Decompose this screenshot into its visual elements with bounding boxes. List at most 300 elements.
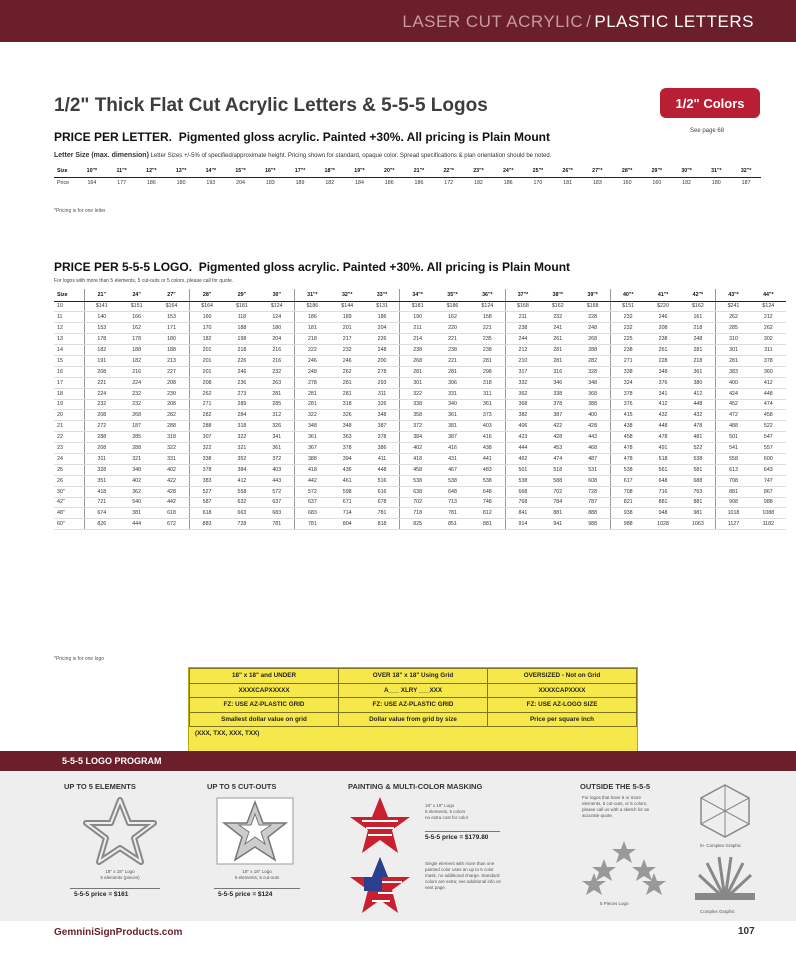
price-cell: 483: [470, 464, 505, 475]
price-cell: 262: [189, 388, 224, 399]
price-cell: 501: [505, 464, 540, 475]
table-header-cell: 44"*: [751, 289, 786, 301]
price-cell: $220: [646, 301, 681, 312]
price-cell: 318: [330, 399, 365, 410]
price-cell: 316: [540, 366, 575, 377]
price-cell: 781: [259, 519, 294, 530]
price-cell: 153: [84, 323, 119, 334]
price-cell: 448: [681, 399, 716, 410]
price-cell: 317: [505, 366, 540, 377]
price-cell: 331: [154, 453, 189, 464]
price-cell: 285: [119, 432, 154, 443]
price-cell: 402: [400, 443, 435, 454]
price-cell: 787: [575, 497, 610, 508]
price-cell: 162: [435, 312, 470, 323]
outside-note: For logos that have 5 or more elements, 5 cut-outs, or 5 colors, please call us with a sketch for an accurate quote.: [582, 795, 650, 819]
row-label-cell: 21: [54, 421, 84, 432]
price-cell: 378: [365, 432, 400, 443]
price-cell: 361: [681, 366, 716, 377]
price-cell: $164: [189, 301, 224, 312]
price-cell: 522: [751, 421, 786, 432]
price-cell: 238: [470, 345, 505, 356]
row-label-cell: 15: [54, 355, 84, 366]
price-cell: 248: [575, 323, 610, 334]
price-cell: 160: [622, 179, 632, 186]
price-cell: 981: [681, 508, 716, 519]
price-cell: 188: [154, 345, 189, 356]
table-header-cell: 16"*: [255, 166, 285, 177]
price-cell: 668: [505, 486, 540, 497]
price-cell: 1018: [716, 508, 751, 519]
price-cell: 187: [741, 179, 751, 186]
price-cell: 443: [575, 432, 610, 443]
code-cell: A___ XLRY ___XXX: [339, 683, 488, 698]
price-cell: 226: [365, 334, 400, 345]
price-cell: 402: [154, 464, 189, 475]
table-header-cell: 11"*: [107, 166, 137, 177]
price-cell: 403: [470, 421, 505, 432]
price-cell: 713: [435, 497, 470, 508]
price-cell: 478: [610, 453, 645, 464]
price-cell: 228: [575, 312, 610, 323]
price-cell: 187: [119, 421, 154, 432]
price-cell: 361: [259, 443, 294, 454]
price-cell: 708: [610, 486, 645, 497]
price-cell: 412: [224, 475, 259, 486]
table-header-cell: 30"*: [672, 166, 702, 177]
price-cell: 180: [154, 334, 189, 345]
price-cell: 281: [435, 366, 470, 377]
price-cell: 444: [119, 519, 154, 530]
price-cell: 672: [154, 519, 189, 530]
price-cell: 246: [646, 312, 681, 323]
price-cell: 162: [119, 323, 154, 334]
price-cell: 948: [646, 508, 681, 519]
price-cell: 763: [681, 486, 716, 497]
price-cell: 538: [470, 475, 505, 486]
price-cell: 376: [610, 399, 645, 410]
price-cell: 683: [259, 508, 294, 519]
table-header-cell: 36"*: [470, 289, 505, 301]
price-cell: 418: [295, 464, 330, 475]
price-cell: 216: [119, 366, 154, 377]
price-cell: 225: [610, 334, 645, 345]
price-cell: 467: [435, 464, 470, 475]
price-cell: 282: [154, 410, 189, 421]
price-cell: 367: [295, 443, 330, 454]
row-label-cell: 16: [54, 366, 84, 377]
price-cell: 186: [295, 312, 330, 323]
price-cell: 558: [224, 486, 259, 497]
cutouts-heading: UP TO 5 CUT-OUTS: [207, 782, 277, 791]
price-cell: $141: [84, 301, 119, 312]
header-dim-text: LASER CUT ACRYLIC: [402, 12, 584, 31]
logo-sub-note: For logos with more than 5 elements, 5 cut-outs or 5 colors, please call for quote.: [54, 278, 234, 284]
painting-divider: [425, 831, 500, 832]
price-cell: 171: [154, 323, 189, 334]
footer-page-number: 107: [738, 926, 755, 937]
price-cell: 271: [189, 399, 224, 410]
price-cell: 180: [176, 179, 186, 186]
price-cell: 572: [259, 486, 294, 497]
price-cell: 588: [540, 475, 575, 486]
price-cell: 204: [236, 179, 245, 186]
price-cell: 988: [751, 497, 786, 508]
price-cell: 422: [154, 475, 189, 486]
row-label-cell: Price: [57, 179, 70, 186]
price-cell: 383: [716, 366, 751, 377]
price-cell: 908: [716, 497, 751, 508]
table-row: [54, 421, 786, 432]
table-row: [54, 345, 786, 356]
price-cell: 938: [610, 508, 645, 519]
price-cell: 881: [716, 486, 751, 497]
price-cell: 268: [119, 410, 154, 421]
price-cell: 221: [435, 355, 470, 366]
price-cell: 747: [751, 475, 786, 486]
price-cell: 412: [681, 388, 716, 399]
code-cell: FZ: USE AZ-PLASTIC GRID: [339, 698, 488, 713]
price-cell: 444: [505, 443, 540, 454]
price-cell: 160: [189, 312, 224, 323]
price-cell: 318: [154, 432, 189, 443]
price-cell: 201: [189, 345, 224, 356]
price-cell: 428: [540, 432, 575, 443]
row-label-cell: 14: [54, 345, 84, 356]
price-cell: 538: [505, 475, 540, 486]
price-cell: 318: [224, 421, 259, 432]
price-cell: $162: [540, 301, 575, 312]
price-cell: 643: [751, 464, 786, 475]
price-cell: 768: [505, 497, 540, 508]
price-cell: 348: [295, 421, 330, 432]
price-cell: 232: [610, 323, 645, 334]
price-cell: $124: [470, 301, 505, 312]
price-cell: 608: [575, 475, 610, 486]
price-cell: 716: [646, 486, 681, 497]
price-cell: 281: [681, 345, 716, 356]
price-cell: 338: [610, 366, 645, 377]
price-cell: 160: [652, 179, 662, 186]
price-cell: 182: [119, 355, 154, 366]
price-cell: 208: [154, 377, 189, 388]
elements-price: 5-5-5 price = $161: [74, 891, 129, 898]
price-cell: 244: [505, 334, 540, 345]
table-header-cell: 21": [84, 289, 119, 301]
price-cell: 301: [716, 345, 751, 356]
see-page-note: See page 68: [690, 128, 725, 134]
price-cell: 238: [400, 345, 435, 356]
price-cell: 272: [84, 421, 119, 432]
header-bright-text: PLASTIC LETTERS: [594, 12, 754, 31]
table-row: [54, 475, 786, 486]
price-cell: 189: [330, 312, 365, 323]
table-header-cell: 41"*: [646, 289, 681, 301]
row-label-cell: 20: [54, 410, 84, 421]
price-cell: 540: [119, 497, 154, 508]
price-cell: 186: [365, 312, 400, 323]
price-cell: 478: [646, 432, 681, 443]
price-cell: 478: [610, 443, 645, 454]
price-cell: 648: [646, 475, 681, 486]
code-cell: XXXXCAPXXXX: [488, 683, 637, 698]
price-cell: 182: [474, 179, 483, 186]
table-row: [54, 377, 786, 388]
price-cell: 387: [435, 432, 470, 443]
price-cell: 418: [400, 453, 435, 464]
price-cell: 182: [682, 179, 691, 186]
price-cell: 281: [716, 355, 751, 366]
price-cell: 383: [189, 475, 224, 486]
table-row: [54, 453, 786, 464]
flag-star-icon: [348, 855, 412, 915]
price-cell: 674: [84, 508, 119, 519]
price-cell: 424: [716, 388, 751, 399]
price-cell: 214: [400, 334, 435, 345]
painting-note-2: Single element with more than one painted color uses an up to 5 color mask, no additional charge. Standard colors are extra; see additional info on next page.: [425, 861, 502, 891]
price-cell: 361: [435, 410, 470, 421]
price-cell: 288: [575, 345, 610, 356]
table-row: [54, 334, 786, 345]
price-cell: 458: [751, 410, 786, 421]
row-label-cell: 25: [54, 464, 84, 475]
price-cell: 188: [119, 345, 154, 356]
table-row: [54, 486, 786, 497]
price-cell: 538: [400, 475, 435, 486]
table-header-cell: 20"*: [374, 166, 404, 177]
cube-graphic-icon: [695, 781, 755, 841]
price-cell: $186: [295, 301, 330, 312]
price-cell: 784: [540, 497, 575, 508]
table-row: [54, 497, 786, 508]
price-cell: 178: [119, 334, 154, 345]
price-cell: 222: [295, 345, 330, 356]
price-cell: 881: [681, 497, 716, 508]
letter-section-heading: [54, 130, 550, 144]
price-cell: 302: [751, 334, 786, 345]
price-cell: 538: [610, 464, 645, 475]
price-cell: 637: [295, 497, 330, 508]
price-cell: 708: [716, 475, 751, 486]
row-label-cell: 22: [54, 432, 84, 443]
price-cell: 246: [224, 366, 259, 377]
header-title: [402, 12, 754, 32]
table-header-cell: 38"*: [540, 289, 575, 301]
outside-label-1: 5 Pieces Logo: [600, 901, 629, 906]
table-header-cell: 39"*: [575, 289, 610, 301]
price-cell: 220: [435, 323, 470, 334]
price-cell: 351: [84, 475, 119, 486]
price-cell: 867: [751, 486, 786, 497]
price-cell: 178: [84, 334, 119, 345]
price-cell: 298: [470, 366, 505, 377]
price-cell: 346: [540, 377, 575, 388]
price-cell: 378: [610, 388, 645, 399]
price-cell: 318: [470, 377, 505, 388]
price-cell: 388: [295, 453, 330, 464]
price-cell: 177: [117, 179, 127, 186]
price-cell: 285: [259, 399, 294, 410]
price-cell: 208: [84, 443, 119, 454]
price-cell: 531: [575, 464, 610, 475]
outside-label-3: Complex Graphic: [700, 909, 735, 914]
price-cell: 248: [365, 345, 400, 356]
price-cell: 331: [435, 388, 470, 399]
price-cell: $168: [505, 301, 540, 312]
price-cell: 262: [330, 366, 365, 377]
price-cell: 238: [646, 334, 681, 345]
price-cell: 232: [540, 312, 575, 323]
code-row: [190, 698, 637, 713]
price-cell: 161: [681, 312, 716, 323]
price-cell: 188: [224, 323, 259, 334]
price-cell: 561: [646, 464, 681, 475]
price-cell: 201: [189, 355, 224, 366]
price-cell: 311: [470, 388, 505, 399]
price-cell: 311: [84, 453, 119, 464]
price-cell: 461: [330, 475, 365, 486]
price-cell: $151: [119, 301, 154, 312]
logo-price-table: [54, 289, 786, 530]
price-cell: 474: [751, 399, 786, 410]
price-cell: 373: [470, 410, 505, 421]
price-cell: 541: [716, 443, 751, 454]
price-cell: 285: [716, 323, 751, 334]
table-header-cell: 12"*: [137, 166, 167, 177]
price-cell: 186: [414, 179, 424, 186]
table-header-cell: 21"*: [404, 166, 434, 177]
footer-site[interactable]: GemniniSignProducts.com: [54, 927, 183, 938]
price-cell: 312: [259, 410, 294, 421]
price-cell: 322: [224, 432, 259, 443]
table-header-cell: 31"*: [701, 166, 731, 177]
letter-footnote: *Pricing is for one letter: [54, 208, 106, 214]
price-cell: 170: [533, 179, 543, 186]
price-cell: 288: [154, 421, 189, 432]
elements-caption: 18" x 18" Logo 5 elements (pieces): [100, 869, 140, 881]
price-cell: 221: [470, 323, 505, 334]
price-cell: 587: [189, 497, 224, 508]
price-cell: 438: [610, 421, 645, 432]
price-cell: 600: [751, 453, 786, 464]
price-cell: 488: [716, 421, 751, 432]
price-cell: 193: [206, 179, 216, 186]
table-row: [54, 519, 786, 530]
code-cell: 18" x 18" and UNDER: [190, 669, 339, 684]
price-cell: 328: [575, 366, 610, 377]
table-header-cell: 27": [154, 289, 189, 301]
price-cell: 352: [224, 453, 259, 464]
table-header-cell: 19"*: [345, 166, 375, 177]
price-cell: 728: [224, 519, 259, 530]
price-cell: 487: [575, 453, 610, 464]
code-row: [190, 683, 637, 698]
price-cell: 683: [295, 508, 330, 519]
price-cell: 208: [154, 399, 189, 410]
price-cell: 284: [224, 410, 259, 421]
outside-heading: OUTSIDE THE 5-5-5: [580, 782, 651, 791]
price-cell: 841: [505, 508, 540, 519]
price-cell: 224: [119, 377, 154, 388]
price-cell: 218: [681, 323, 716, 334]
price-cell: 224: [84, 388, 119, 399]
row-label-cell: 60": [54, 519, 84, 530]
price-cell: 438: [470, 443, 505, 454]
price-cell: 702: [540, 486, 575, 497]
price-cell: 311: [751, 345, 786, 356]
price-cell: 378: [189, 464, 224, 475]
price-cell: 825: [400, 519, 435, 530]
price-cell: 261: [646, 345, 681, 356]
price-cell: 781: [435, 508, 470, 519]
price-cell: 221: [435, 334, 470, 345]
price-cell: 888: [575, 508, 610, 519]
price-cell: 478: [681, 421, 716, 432]
product-code-table: [189, 668, 637, 727]
table-header-cell: 30": [259, 289, 294, 301]
price-cell: 431: [435, 453, 470, 464]
elements-divider: [70, 888, 160, 889]
price-cell: 261: [540, 334, 575, 345]
price-cell: 527: [189, 486, 224, 497]
price-cell: 381: [435, 421, 470, 432]
price-cell: 262: [716, 312, 751, 323]
code-cell: Price per square inch: [488, 712, 637, 727]
price-cell: 442: [295, 475, 330, 486]
price-cell: 232: [119, 388, 154, 399]
price-cell: 468: [575, 443, 610, 454]
table-header-cell: 22"*: [434, 166, 464, 177]
letter-size-label: Letter Size (max. dimension): [54, 152, 149, 159]
price-cell: $131: [365, 301, 400, 312]
colors-badge[interactable]: 1/2" Colors: [660, 88, 760, 118]
price-cell: 348: [365, 410, 400, 421]
price-cell: 241: [540, 323, 575, 334]
price-cell: 688: [681, 475, 716, 486]
price-cell: 501: [716, 432, 751, 443]
price-cell: 246: [295, 355, 330, 366]
price-cell: 638: [400, 486, 435, 497]
price-cell: 321: [224, 443, 259, 454]
price-cell: 538: [435, 475, 470, 486]
price-cell: 781: [295, 519, 330, 530]
price-cell: 436: [330, 464, 365, 475]
row-label-cell: 19: [54, 399, 84, 410]
price-cell: 281: [330, 388, 365, 399]
price-cell: 518: [646, 453, 681, 464]
price-cell: 432: [646, 410, 681, 421]
price-cell: 821: [610, 497, 645, 508]
price-cell: 341: [259, 432, 294, 443]
price-cell: 988: [575, 519, 610, 530]
price-cell: 248: [681, 334, 716, 345]
outside-label-2: 5+ Complex Graphic: [700, 843, 742, 848]
logo-program-band: [0, 751, 796, 771]
price-cell: $124: [751, 301, 786, 312]
price-cell: 412: [646, 399, 681, 410]
elements-logo-icon: [80, 796, 160, 866]
price-cell: 361: [470, 399, 505, 410]
table-header-cell: 25"*: [523, 166, 553, 177]
price-cell: 363: [330, 432, 365, 443]
price-cell: 441: [470, 453, 505, 464]
price-cell: 321: [119, 453, 154, 464]
table-header-cell: 26"*: [553, 166, 583, 177]
table-row: [54, 312, 786, 323]
price-cell: 415: [610, 410, 645, 421]
price-cell: 262: [751, 323, 786, 334]
table-header-cell: 29": [224, 289, 259, 301]
